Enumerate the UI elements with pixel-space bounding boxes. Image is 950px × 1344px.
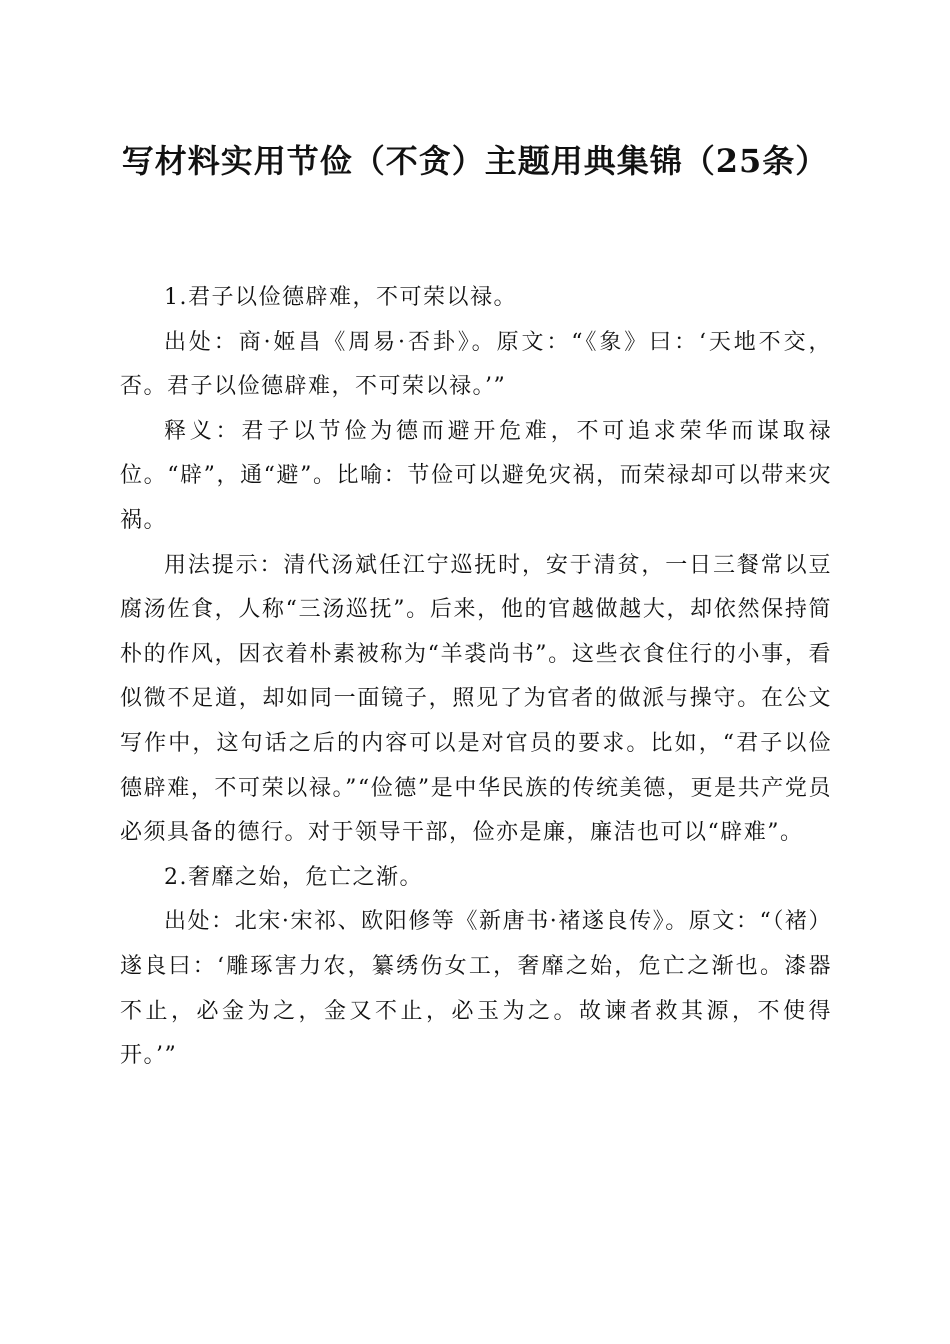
item-2-heading: 2.奢靡之始，危亡之渐。	[164, 864, 423, 890]
item-1-heading: 1.君子以俭德辟难，不可荣以禄。	[164, 285, 517, 310]
document-title: 写材料实用节俭（不贪）主题用典集锦（25条）	[121, 142, 829, 180]
item-1-usage-tip: 用法提示：清代汤斌任江宁巡抚时，安于清贫，一日三餐常以豆腐汤佐食，人称“三汤巡抚”。后来，他的官越做越大，却依然保持简朴的作风，因衣着朴素被称为“羊裘尚书”。这些衣食住行的小事，看似微不足道，却如同一面镜子，照见了为官者的做派与操守。在公文写作中，这句话之后的内容可以是对官员的要求。比如，“君子以俭德辟难，不可荣以禄。”“俭德”是中华民族的传统美德，更是共产党员必须具备的德行。对于领导干部，俭亦是廉，廉洁也可以“辟难”。	[120, 552, 832, 846]
item-1-source: 出处：商·姬昌《周易·否卦》。原文：“《象》曰：‘天地不交，否。君子以俭德辟难，不可荣以禄。’”	[120, 329, 832, 400]
item-2-source: 出处：北宋·宋祁、欧阳修等《新唐书·褚遂良传》。原文：“（褚）遂良曰：‘雕琢害力农，纂绣伤女工，奢靡之始，危亡之渐也。漆器不止，必金为之，金又不止，必玉为之。故谏者救其源，不使得开。’”	[120, 909, 832, 1069]
document-body	[120, 276, 832, 1079]
item-1-explanation: 释义：君子以节俭为德而避开危难，不可追求荣华而谋取禄位。“辟”，通“避”。比喻：节俭可以避免灾祸，而荣禄却可以带来灾祸。	[120, 418, 832, 533]
